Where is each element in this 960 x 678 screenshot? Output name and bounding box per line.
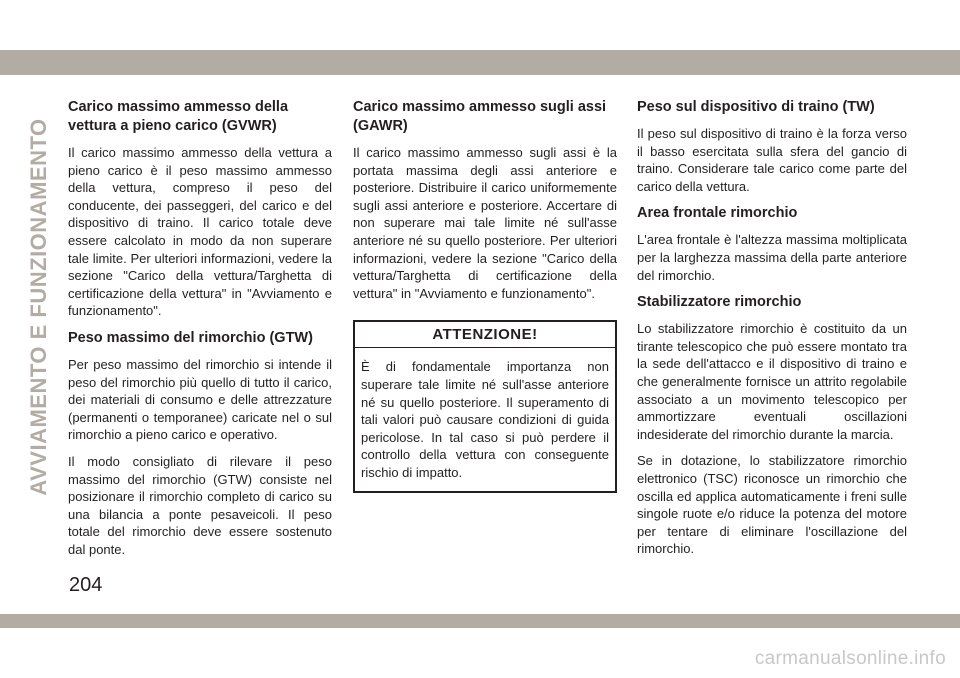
heading-gawr: Carico massimo ammesso sugli assi (GAWR) xyxy=(353,99,607,134)
footer-band xyxy=(0,614,960,628)
heading-gvwr: Carico massimo ammesso della vettura a pieno carico (GVWR) xyxy=(68,99,289,134)
paragraph-tw: Il peso sul dispositivo di traino è la forza verso il basso esercitata sulla sfera del gancio di traino. Considerare tale carico come parte del carico della vettura. xyxy=(637,126,907,194)
section-side-tab xyxy=(26,92,52,522)
paragraph-gtw-definition: Per peso massimo del rimorchio si intende il peso del rimorchio più quello di tutto il carico, dei materiali di consumo e delle attrezzature (permanenti o temporanee) caricate nel o sul rimorchio a pieno carico e operativo. xyxy=(68,356,332,443)
column-middle xyxy=(353,98,617,493)
paragraph-frontal-area: L'area frontale è l'altezza massima moltiplicata per la larghezza massima della parte anteriore del rimorchio. xyxy=(637,232,907,283)
warning-text: È di fondamentale importanza non superare tale limite né sull'asse anteriore né su quello posteriore. Il superamento di tali valori può causare condizioni di guida pericolose. In tal caso si può perdere il controllo della vettura con conseguente rischio di impatto. xyxy=(361,359,609,480)
paragraph-stabilizer: Lo stabilizzatore rimorchio è costituito da un tirante telescopico che può essere montato tra la sede dell'attacco e il dispositivo di traino e che generalmente fornisce un attrito regolabile associato a un movimento telescopico per ammortizzare eventuali oscillazioni indesiderate del rimorchio durante la marcia. xyxy=(637,321,907,442)
heading-tw: Peso sul dispositivo di traino (TW) xyxy=(637,99,875,115)
watermark-text: carmanualsonline.info xyxy=(754,648,946,669)
page-number: 204 xyxy=(69,574,103,596)
paragraph-gawr: Il carico massimo ammesso sugli assi è la portata massima degli assi anteriore e posteriore. Distribuire il carico uniformemente sugli assi anteriore e posteriore. Accertare di non superare mai tale limite né sull'asse anteriore né su quello posteriore. Per ulteriori informazioni, vedere la sezione "Carico della vettura/Targhetta di certificazione della vettura" in "Avviamento e funzionamento". xyxy=(353,145,617,301)
heading-frontal-area: Area frontale rimorchio xyxy=(637,205,798,222)
section-side-tab-label: AVVIAMENTO E FUNZIONAMENTO xyxy=(26,118,51,496)
column-right xyxy=(637,98,907,567)
warning-box xyxy=(353,320,617,492)
heading-gtw: Peso massimo del rimorchio (GTW) xyxy=(68,329,313,346)
heading-stabilizer: Stabilizzatore rimorchio xyxy=(637,294,802,311)
paragraph-gvwr: Il carico massimo ammesso della vettura a pieno carico è il peso massimo ammesso della vettura, compreso il peso del conducente, dei passeggeri, del carico e del dispositivo di traino. Il carico totale deve essere calcolato in modo da non superare tale limite. Per ulteriori informazioni, vedere la sezione "Carico della vettura/Targhetta di certificazione della vettura" in "Avviamento e funzionamento". xyxy=(68,145,332,319)
header-band xyxy=(0,50,960,75)
paragraph-tsc: Se in dotazione, lo stabilizzatore rimorchio elettronico (TSC) riconosce un rimorchio che oscilla ed applica automaticamente i freni sulle singole ruote e/o riduce la potenza del motore per tentare di eliminare l'oscillazione del rimorchio. xyxy=(637,453,907,557)
column-left xyxy=(68,98,332,567)
warning-title: ATTENZIONE! xyxy=(355,322,615,348)
paragraph-gtw-measure: Il modo consigliato di rilevare il peso massimo del rimorchio (GTW) consiste nel posizionare il rimorchio completo di carico su una bilancia a ponte pesaveicoli. Il peso totale del rimorchio deve essere sostenuto dal ponte. xyxy=(68,453,332,557)
